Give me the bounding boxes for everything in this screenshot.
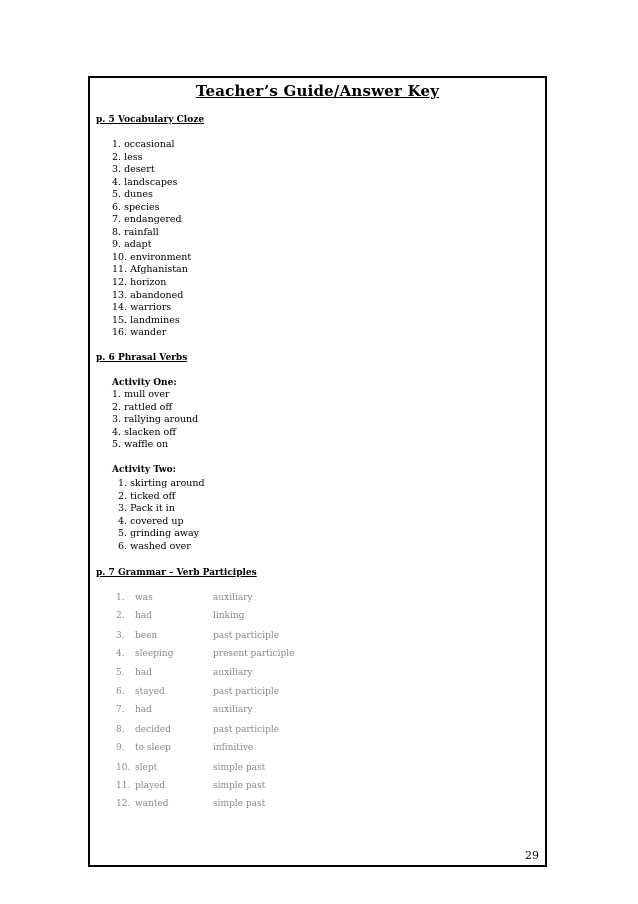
row-word: wanted [135, 799, 169, 809]
row-type: past participle [213, 687, 280, 697]
list-item: 13. abandoned [112, 289, 184, 301]
row-word: had [135, 668, 152, 678]
row-number: 7. [116, 705, 125, 715]
row-type: simple past [213, 781, 266, 791]
list-item: 3. desert [112, 164, 155, 176]
list-item: 5. dunes [112, 189, 153, 201]
list-item: 14. warriors [112, 302, 172, 314]
row-word: to sleep [135, 743, 171, 753]
list-item: 15. landmines [112, 314, 180, 326]
page-number: 29 [525, 849, 539, 862]
list-item: 2. rattled off [112, 401, 173, 413]
list-item: 16. wander [112, 327, 167, 339]
list-item: 1. occasional [112, 139, 175, 150]
row-type: auxiliary [213, 705, 253, 715]
row-word: had [135, 705, 152, 715]
row-word: played [135, 781, 166, 791]
list-item: 6. species [112, 201, 160, 213]
list-item: 5. grinding away [118, 528, 200, 540]
row-type: past participle [213, 631, 280, 641]
list-item: 4. covered up [118, 515, 184, 527]
page-title: Teacher’s Guide/Answer Key [195, 82, 440, 100]
grammar-heading: p. 7 Grammar – Verb Participles [96, 568, 257, 578]
row-number: 1. [116, 593, 125, 603]
row-number: 12. [116, 799, 131, 809]
row-number: 10. [116, 763, 131, 773]
list-item: 11. Afghanistan [112, 264, 188, 276]
list-item: 2. less [112, 151, 143, 163]
row-word: slept [135, 763, 158, 773]
list-item: 3. Pack it in [118, 503, 175, 515]
list-item: 10. environment [112, 251, 192, 263]
row-number: 5. [116, 668, 125, 678]
activity-one-label: Activity One: [112, 378, 177, 388]
list-item: 2. ticked off [118, 490, 176, 502]
row-type: present participle [213, 649, 295, 659]
row-type: infinitive [213, 743, 254, 753]
vocabulary-cloze-heading: p. 5 Vocabulary Cloze [96, 115, 205, 125]
activity-two-label: Activity Two: [112, 465, 176, 475]
row-number: 11. [116, 781, 131, 791]
row-type: auxiliary [213, 593, 253, 603]
row-type: simple past [213, 799, 266, 809]
list-item: 5. waffle on [112, 439, 169, 451]
row-number: 8. [116, 725, 125, 735]
list-item: 8. rainfall [112, 226, 159, 238]
row-word: decided [135, 725, 171, 735]
activity-two-list [118, 478, 205, 553]
list-item: 4. slacken off [112, 426, 176, 438]
row-word: sleeping [135, 649, 174, 659]
row-number: 2. [116, 611, 125, 621]
phrasal-verbs-heading: p. 6 Phrasal Verbs [96, 353, 188, 363]
list-item: 4. landscapes [112, 176, 178, 188]
row-word: had [135, 611, 152, 621]
row-number: 4. [116, 649, 125, 659]
list-item: 1. skirting around [118, 478, 205, 489]
row-type: simple past [213, 763, 266, 773]
row-number: 6. [116, 687, 125, 697]
list-item: 9. adapt [112, 239, 152, 251]
row-type: past participle [213, 725, 280, 735]
activity-one-list [112, 389, 198, 452]
row-number: 9. [116, 743, 125, 753]
vocabulary-answer-list [112, 139, 191, 340]
list-item: 7. endangered [112, 214, 182, 226]
answer-key-frame [88, 76, 547, 867]
row-type: auxiliary [213, 668, 253, 678]
list-item: 1. mull over [112, 389, 170, 400]
row-type: linking [213, 611, 245, 621]
row-number: 3. [116, 631, 125, 641]
row-word: been [135, 631, 158, 641]
list-item: 3. rallying around [112, 414, 199, 426]
list-item: 12. horizon [112, 277, 167, 289]
row-word: was [135, 593, 153, 603]
row-word: stayed [135, 687, 165, 697]
list-item: 6. washed over [118, 540, 191, 552]
